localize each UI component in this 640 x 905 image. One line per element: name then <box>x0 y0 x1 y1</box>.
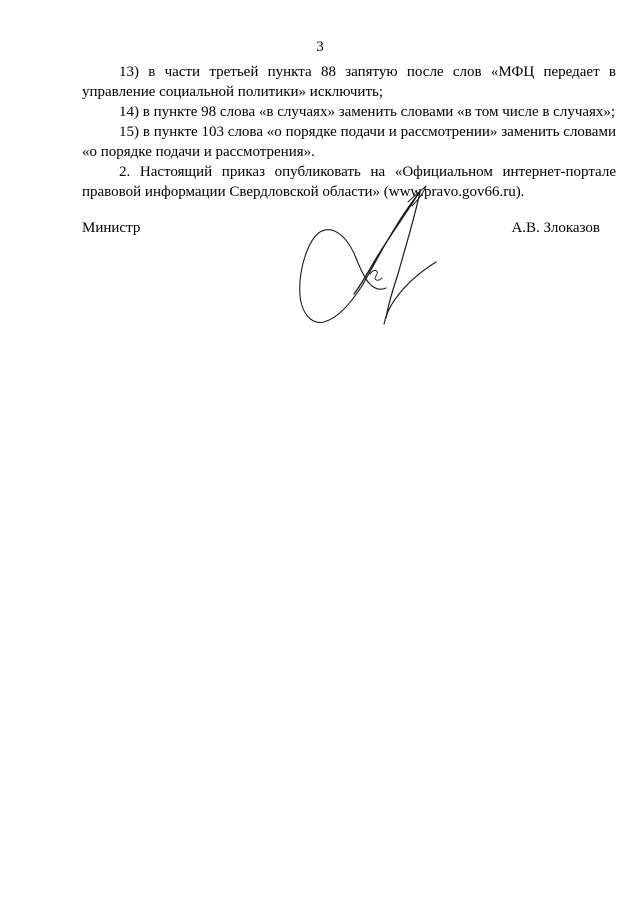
handwritten-signature <box>290 180 460 330</box>
paragraph-item-13: 13) в части третьей пункта 88 запятую после слов «МФЦ передает в управление социальной политики» исключить; <box>82 64 616 100</box>
signature-inner-mark <box>370 270 382 280</box>
paragraph-publish-order: 2. Настоящий приказ опубликовать на «Официальном интернет-портале правовой информации Свердловской области» (www.pravo.gov66.ru). <box>82 164 616 200</box>
paragraph-item-15: 15) в пункте 103 слова «о порядке подачи и рассмотрении» заменить словами «о порядке подачи и рассмотрения». <box>82 124 616 160</box>
signature-loop-stroke <box>300 192 420 322</box>
signature-tail-stroke <box>386 192 420 318</box>
paragraph-item-14: 14) в пункте 98 слова «в случаях» заменить словами «в том числе в случаях»; <box>119 104 616 120</box>
page-number: 3 <box>316 39 324 55</box>
signatory-name: А.В. Злоказов <box>511 220 600 236</box>
signatory-role: Министр <box>82 220 141 236</box>
